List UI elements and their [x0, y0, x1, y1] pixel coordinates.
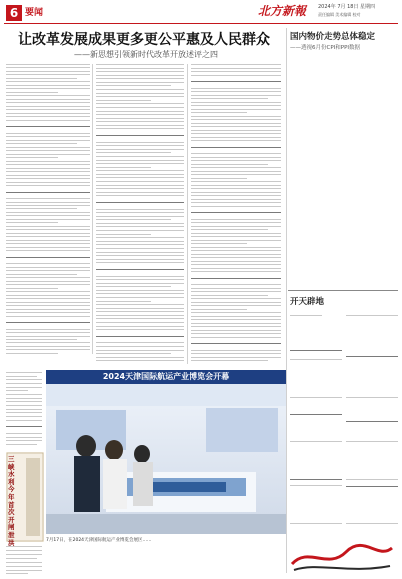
column-divider: [92, 64, 93, 354]
editor-credits: 责任编辑 美术编辑 校对: [318, 12, 361, 17]
text-line: [6, 550, 42, 551]
section-name: 要闻: [25, 8, 44, 18]
lower-left-body: [6, 372, 42, 448]
culture-china-logo: [288, 540, 396, 574]
box-body-2: [346, 312, 398, 534]
banner-side-body: [6, 546, 42, 574]
logo-artwork: [288, 540, 396, 574]
lead-body-column-1: [6, 64, 90, 356]
photo-caption: 7月17日，在2024天津国际航运产业博览会展区……: [46, 538, 152, 543]
masthead-logo: 北方新報: [258, 4, 307, 18]
right-column-divider: [286, 28, 287, 573]
lead-body-column-3: [191, 64, 281, 364]
issue-date: 2024年 7月 18日 星期四: [318, 4, 376, 10]
lead-subhead: ——新思想引领新时代改革开放述评之四: [74, 50, 218, 59]
right-article-body-1: [290, 56, 342, 286]
header-rule: [4, 23, 398, 24]
right-article-body-2: [346, 56, 398, 286]
box-headline: 开天辟地: [290, 297, 325, 307]
text-line: [6, 566, 42, 567]
text-line: [6, 562, 42, 563]
text-line: [6, 573, 28, 574]
section-number: 6: [6, 5, 22, 21]
exhibition-photo-illustration: [46, 384, 286, 534]
box-rule: [288, 290, 398, 291]
column-divider: [187, 64, 188, 364]
box-body-1: [290, 312, 342, 534]
text-line: [6, 546, 42, 547]
lead-headline: 让改革发展成果更多更公平惠及人民群众: [18, 32, 270, 48]
expo-banner: 2024天津国际航运产业博览会开幕: [46, 370, 286, 384]
right-article-headline: 国内物价走势总体稳定: [290, 32, 376, 42]
vertical-banner-text: 三峡水利今年首次开闸泄洪: [8, 455, 15, 547]
right-article-subhead: ——透视6月份CPI和PPI数据: [290, 45, 361, 51]
text-line: [6, 554, 42, 555]
lead-body-column-2: [96, 64, 184, 364]
text-line: [6, 570, 42, 571]
expo-photo: [46, 384, 286, 534]
text-line: [6, 558, 37, 559]
vertical-news-banner: [6, 452, 44, 547]
